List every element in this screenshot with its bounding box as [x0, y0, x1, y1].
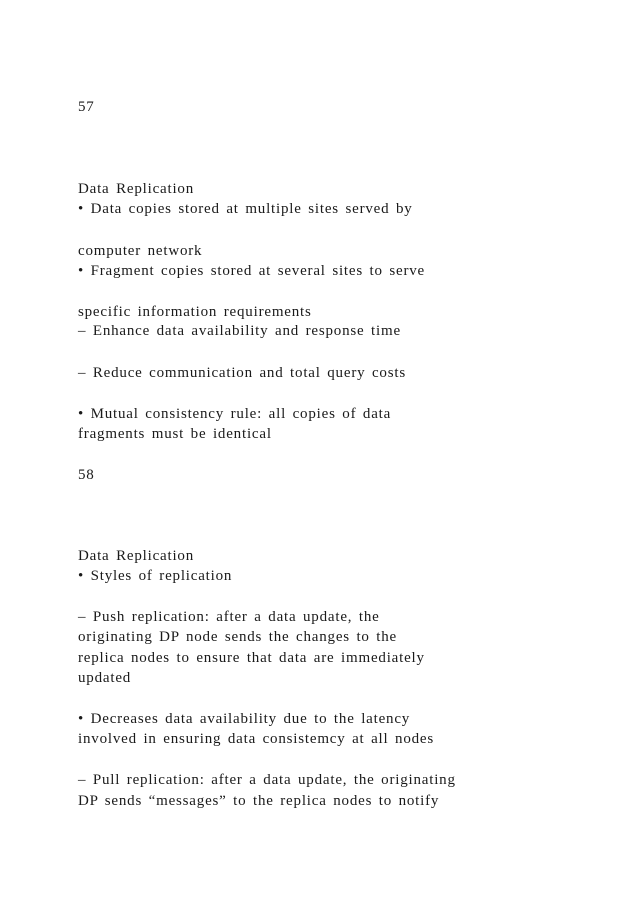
text-line: fragments must be identical — [78, 426, 272, 442]
page-number: 58 — [78, 467, 95, 483]
text-line: computer network — [78, 243, 203, 259]
dash-line: – Push replication: after a data update, the — [78, 609, 380, 625]
text-line: replica nodes to ensure that data are immediately — [78, 650, 425, 666]
text-line: originating DP node sends the changes to the — [78, 629, 398, 645]
section-title: Data Replication — [78, 548, 195, 564]
text-line: specific information requirements — [78, 304, 312, 320]
section-title: Data Replication — [78, 181, 195, 197]
bullet-line: • Mutual consistency rule: all copies of data — [78, 406, 392, 422]
bullet-line: • Decreases data availability due to the latency — [78, 711, 411, 727]
bullet-line: • Fragment copies stored at several sites to serve — [78, 263, 425, 279]
dash-line: – Reduce communication and total query costs — [78, 365, 406, 381]
bullet-line: • Styles of replication — [78, 568, 233, 584]
page-number: 57 — [78, 99, 95, 115]
text-line: updated — [78, 670, 132, 686]
text-line: involved in ensuring data consistemcy at all nodes — [78, 731, 435, 747]
bullet-line: • Data copies stored at multiple sites served by — [78, 201, 413, 217]
dash-line: – Pull replication: after a data update, the originating — [78, 772, 456, 788]
text-line: DP sends “messages” to the replica nodes to notify — [78, 793, 440, 809]
dash-line: – Enhance data availability and response time — [78, 323, 401, 339]
